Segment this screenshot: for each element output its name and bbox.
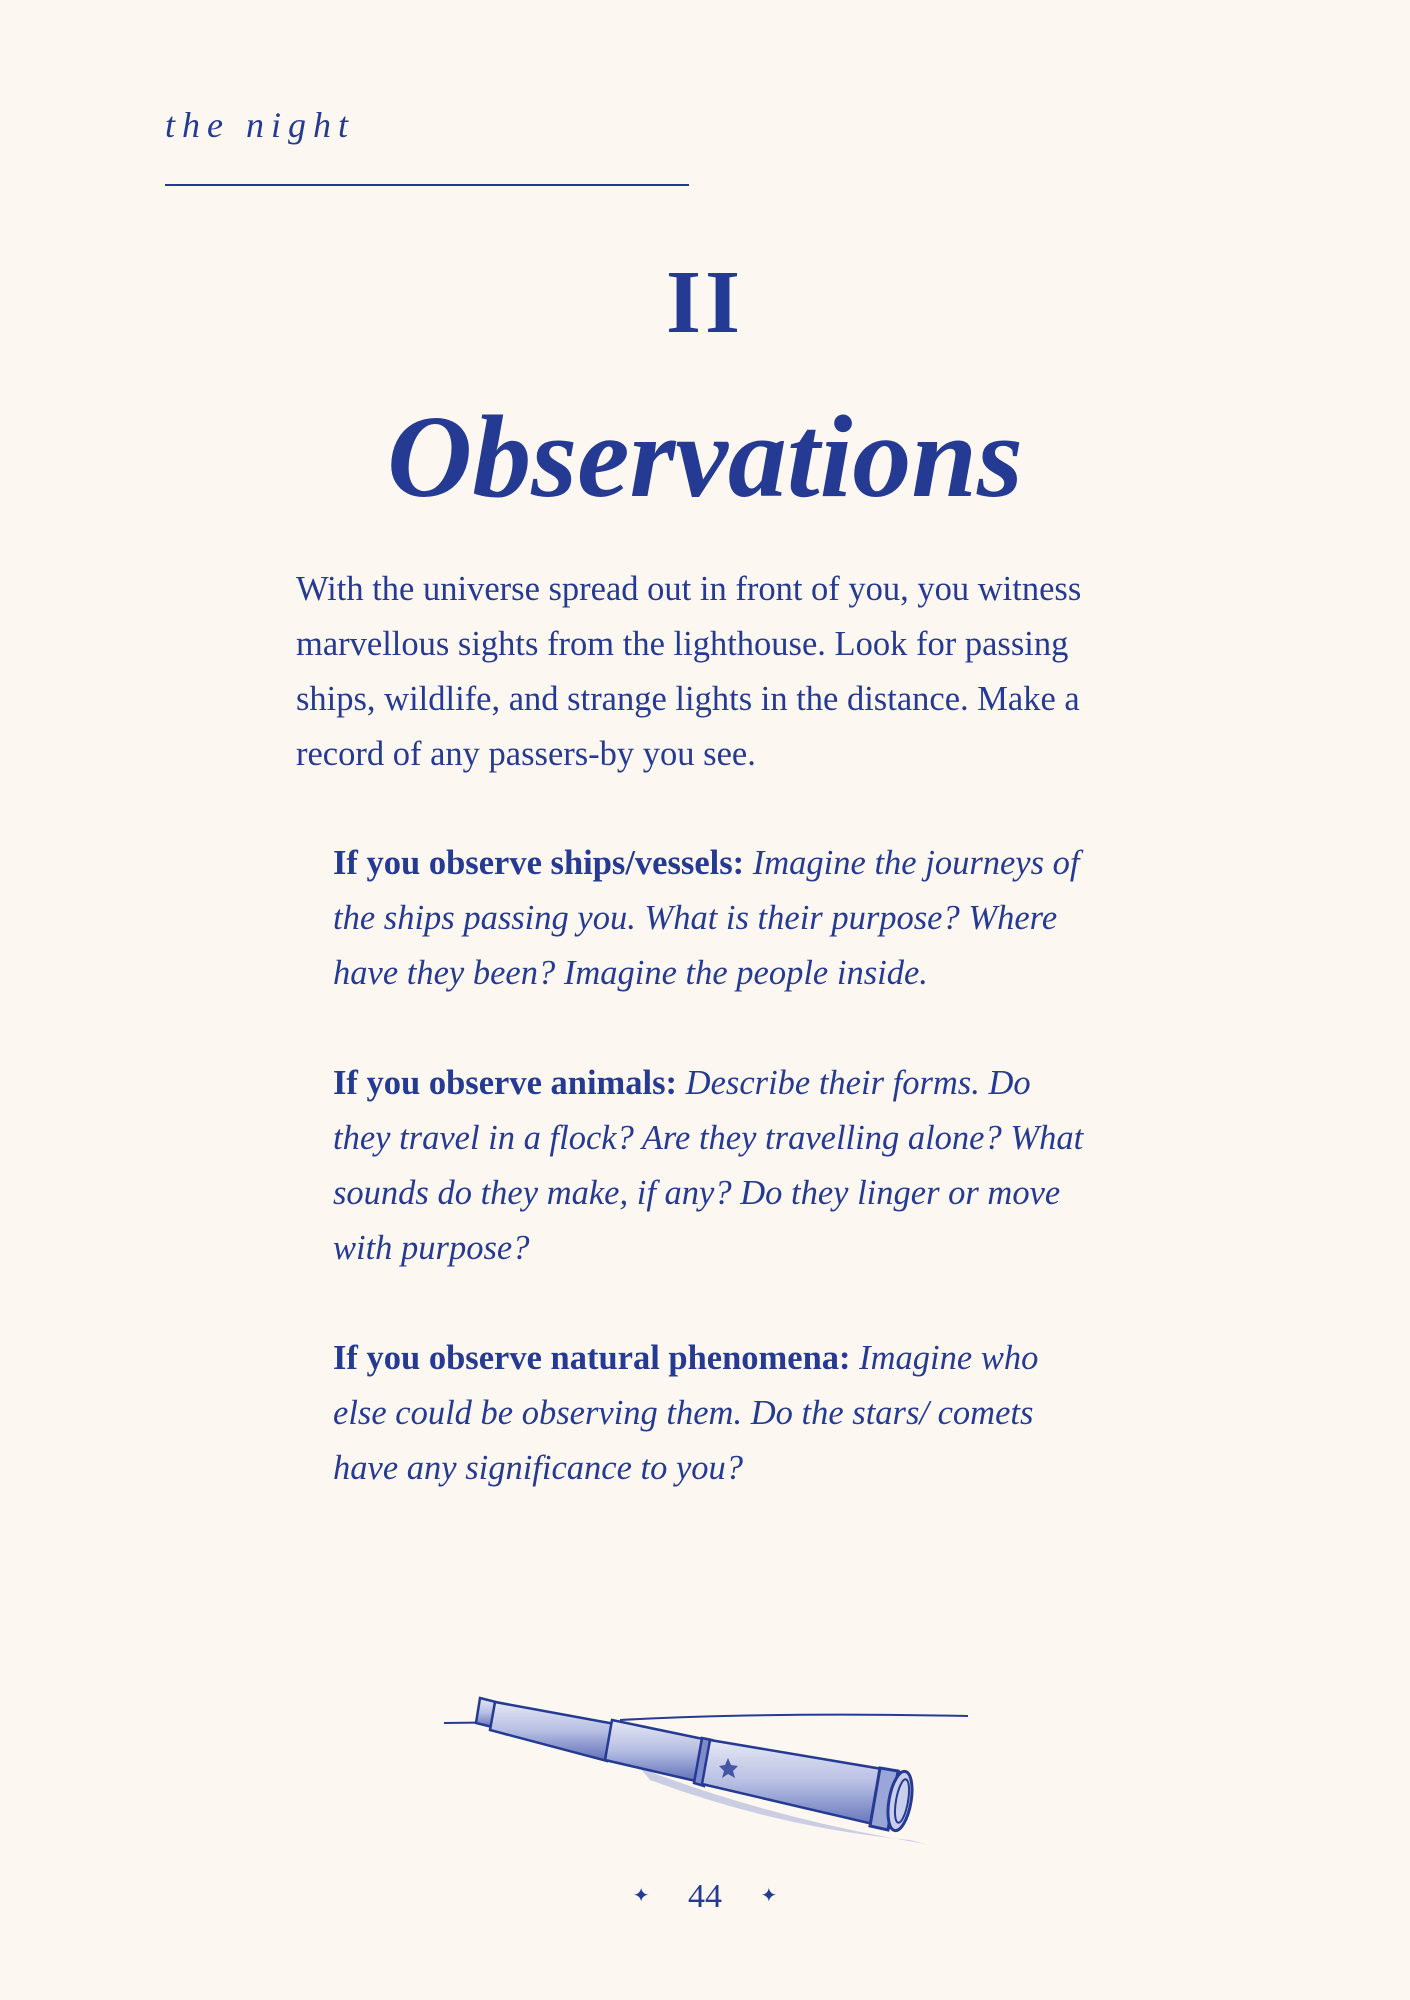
prompt-body: Imagine the journeys of the ships passing you. What is their purpose? Where have they been? Imagine the people inside. bbox=[333, 844, 1080, 992]
chapter-numeral: II bbox=[665, 253, 745, 352]
section-label: the night bbox=[165, 105, 355, 145]
star-ornament-icon: ✦ bbox=[760, 1885, 778, 1908]
chapter-title: Observations bbox=[387, 391, 1023, 522]
page-number: 44 bbox=[688, 1878, 722, 1915]
intro-paragraph: With the universe spread out in front of you, you witness marvellous sights from the lighthouse. Look for passing ships, wildlife, and strange lights in the distance. Make a record of any passers-by you see. bbox=[296, 570, 1082, 773]
prompt-phenomena bbox=[333, 1331, 1093, 1496]
star-ornament-icon: ✦ bbox=[632, 1885, 650, 1908]
telescope-icon bbox=[440, 1668, 970, 1858]
prompt-list bbox=[333, 836, 1093, 1551]
prompt-ships bbox=[333, 836, 1093, 1001]
prompt-body: Imagine who else could be observing them. Do the stars/ comets have any significance to you? bbox=[333, 1339, 1039, 1487]
prompt-lead: If you observe animals: bbox=[333, 1064, 678, 1102]
prompt-lead: If you observe ships/vessels: bbox=[333, 844, 745, 882]
page-footer bbox=[0, 1873, 1410, 1923]
section-divider bbox=[165, 184, 689, 186]
prompt-animals bbox=[333, 1056, 1093, 1276]
prompt-lead: If you observe natural phenomena: bbox=[333, 1339, 851, 1377]
prompt-body: Describe their forms. Do they travel in a flock? Are they travelling alone? What sounds do they make, if any? Do they linger or move with purpose? bbox=[333, 1064, 1084, 1267]
